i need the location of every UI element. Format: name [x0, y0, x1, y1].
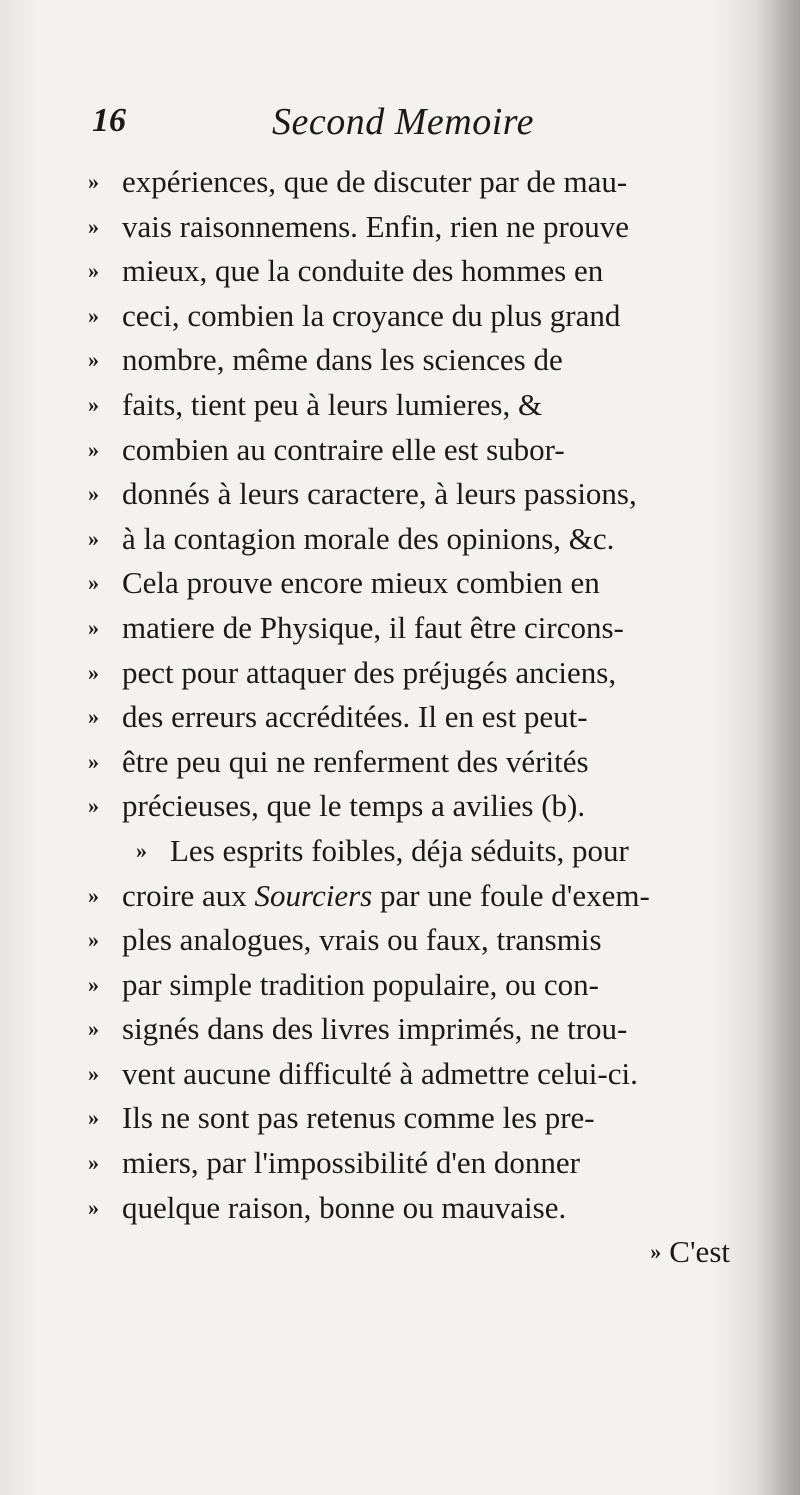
- text-line: » Cela prouve encore mieux combien en: [88, 561, 738, 606]
- text-line: » combien au contraire elle est subor-: [88, 428, 738, 473]
- text-line: » par simple tradition populaire, ou con-: [88, 963, 738, 1008]
- quote-mark: »: [88, 704, 99, 730]
- text-line: » faits, tient peu à leurs lumieres, &: [88, 383, 738, 428]
- text-line: » être peu qui ne renferment des vérités: [88, 740, 738, 785]
- quote-mark: »: [136, 837, 147, 863]
- quote-mark: »: [88, 1105, 99, 1131]
- text-line: » mieux, que la conduite des hommes en: [88, 249, 738, 294]
- quote-mark: »: [88, 213, 99, 239]
- quote-mark: »: [88, 793, 99, 819]
- text-line: » pect pour attaquer des préjugés anciens,: [88, 651, 738, 696]
- quote-mark: »: [88, 481, 99, 507]
- text-line: » matiere de Physique, il faut être circons-: [88, 606, 738, 651]
- quote-mark: »: [88, 347, 99, 373]
- running-head: Second Memoire: [272, 101, 534, 143]
- quote-mark: »: [88, 927, 99, 953]
- quote-mark: »: [88, 570, 99, 596]
- quote-mark: »: [88, 971, 99, 997]
- quote-mark: »: [88, 525, 99, 551]
- quote-mark: »: [88, 659, 99, 685]
- text-line: » miers, par l'impossibilité d'en donner: [88, 1141, 738, 1186]
- text-line: » vent aucune difficulté à admettre celui-ci.: [88, 1052, 738, 1097]
- text-line: » expériences, que de discuter par de mau-: [88, 160, 738, 205]
- quote-mark: »: [88, 1150, 99, 1176]
- quote-mark: »: [88, 1016, 99, 1042]
- text-line: » signés dans des livres imprimés, ne trou-: [88, 1007, 738, 1052]
- quote-mark: »: [88, 258, 99, 284]
- text-line: » des erreurs accréditées. Il en est peut-: [88, 695, 738, 740]
- text-line: » croire aux Sourciers par une foule d'exem-: [88, 874, 738, 919]
- quote-mark: »: [88, 302, 99, 328]
- text-line: » ples analogues, vrais ou faux, transmis: [88, 918, 738, 963]
- text-line: » donnés à leurs caractere, à leurs passions,: [88, 472, 738, 517]
- quote-mark: »: [88, 1194, 99, 1220]
- quote-mark: »: [88, 882, 99, 908]
- quote-mark: »: [88, 748, 99, 774]
- page-header: [92, 96, 732, 156]
- text-line: » ceci, combien la croyance du plus grand: [88, 294, 738, 339]
- quote-mark: »: [88, 614, 99, 640]
- catchword-line: [88, 1230, 738, 1275]
- text-line: » quelque raison, bonne ou mauvaise.: [88, 1186, 738, 1231]
- body-text: [88, 160, 738, 1275]
- quote-mark: »: [650, 1239, 662, 1265]
- catchword: C'est: [669, 1234, 730, 1270]
- italic-term: Sourciers: [254, 877, 373, 913]
- quote-mark: »: [88, 391, 99, 417]
- text-line: » vais raisonnemens. Enfin, rien ne prouve: [88, 205, 738, 250]
- text-line-indented: » Les esprits foibles, déja séduits, pour: [88, 829, 738, 874]
- quote-mark: »: [88, 169, 99, 194]
- quote-mark: »: [88, 436, 99, 462]
- text-line: » à la contagion morale des opinions, &c.: [88, 517, 738, 562]
- text-line: » précieuses, que le temps a avilies (b).: [88, 784, 738, 829]
- quote-mark: »: [88, 1060, 99, 1086]
- text-line: » nombre, même dans les sciences de: [88, 338, 738, 383]
- text-line: » Ils ne sont pas retenus comme les pre-: [88, 1096, 738, 1141]
- page-number: 16: [92, 102, 126, 139]
